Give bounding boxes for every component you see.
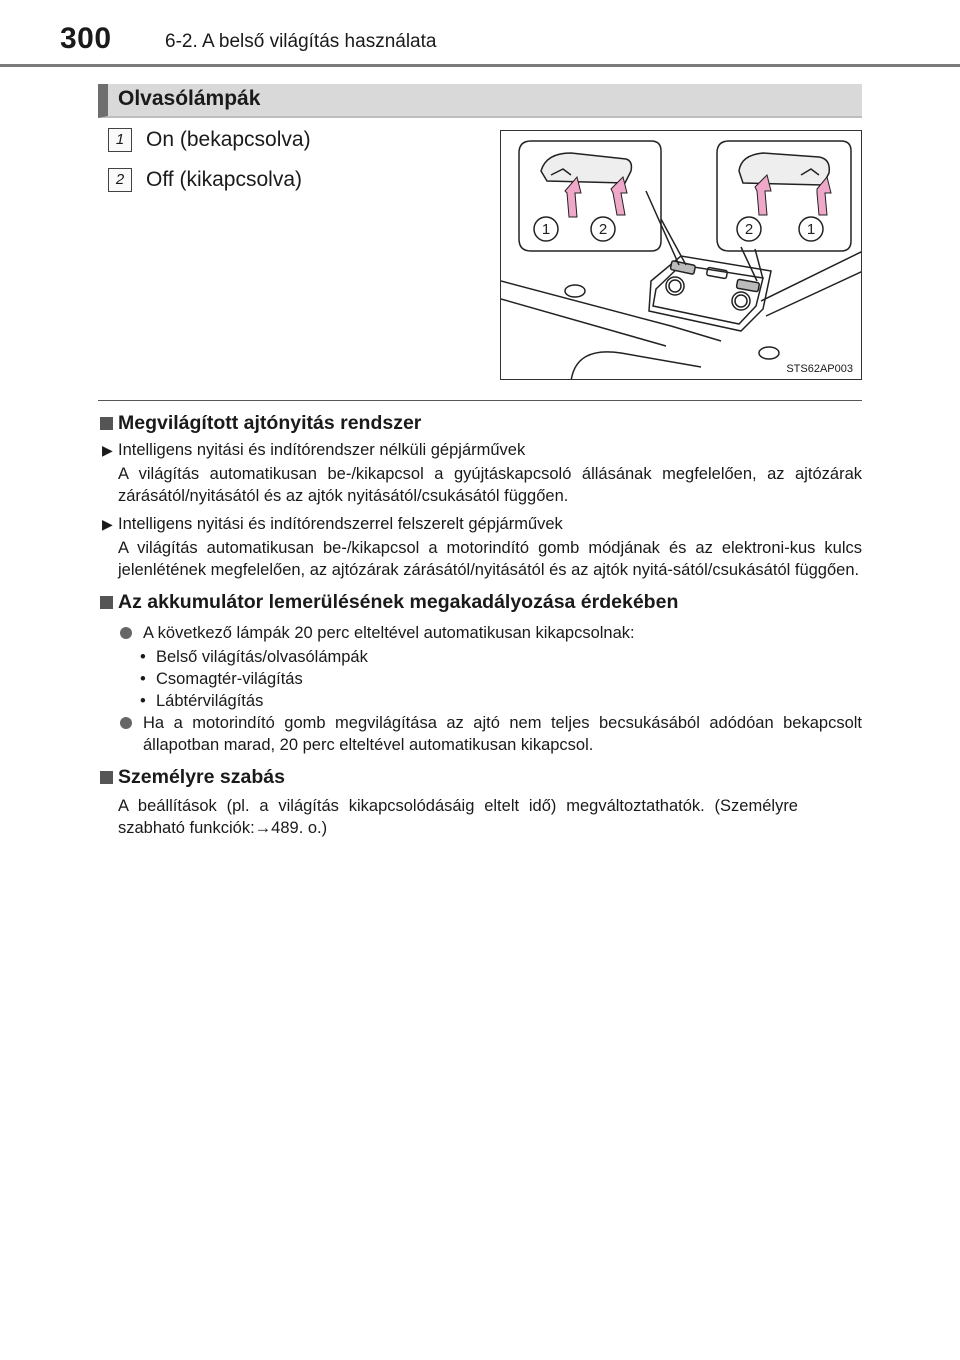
header-rule (0, 64, 960, 67)
triangle-icon: ▶ (102, 442, 113, 458)
section-title: Olvasólámpák (118, 87, 261, 110)
ceiling-console-drawing (501, 131, 862, 380)
callout-number-1: 1 (108, 128, 132, 152)
callout-text-off: Off (kikapcsolva) (146, 168, 302, 191)
lamp-list (140, 646, 862, 712)
chapter-title: 6-2. A belső világítás használata (165, 31, 437, 52)
callout-off (108, 168, 302, 192)
page-number: 300 (60, 22, 112, 55)
paragraph-customization: A beállítások (pl. a világítás kikapcsolódásáig eltelt idő) megváltoztathatók. (Személyre szabható funkciók:→489. o.) (118, 797, 798, 837)
callout-text-on: On (bekapcsolva) (146, 128, 311, 151)
figure-label-left-1: 1 (541, 221, 551, 238)
figure-label-left-2: 2 (598, 221, 608, 238)
callout-on (108, 128, 311, 152)
reading-lamp-illustration (500, 130, 862, 380)
section-divider (98, 400, 862, 401)
battery-item-2 (98, 712, 862, 756)
paragraph-without-smart-key: A világítás automatikusan be-/kikapcsol a gyújtáskapcsoló állásának megfelelően, az ajtózárak zárásától/nyitásától és az ajtók nyitásától/csukásától függően. (118, 465, 862, 505)
circle-bullet-icon (120, 627, 132, 639)
subheading-without-smart-key (98, 441, 862, 460)
heading-battery-saver: Az akkumulátor lemerülésének megakadályozása érdekében (98, 591, 862, 614)
figure-label-right-1: 1 (806, 221, 816, 238)
figure-code: STS62AP003 (786, 363, 853, 375)
list-item: • Lábtérvilágítás (140, 690, 862, 712)
list-item: • Csomagtér-világítás (140, 668, 862, 690)
battery-item-2-text: Ha a motorindító gomb megvilágítása az ajtó nem teljes becsukásából adódóan bekapcsolt állapotban marad, 20 perc elteltével automatikusan kikapcsol. (143, 714, 862, 754)
callout-number-2: 2 (108, 168, 132, 192)
content (98, 408, 862, 847)
battery-item-1-text: A következő lámpák 20 perc elteltével automatikusan kikapcsolnak: (143, 624, 635, 642)
subheading-with-smart-key (98, 515, 862, 534)
subheading-text-1: Intelligens nyitási és indítórendszer nélküli gépjárművek (118, 441, 526, 459)
paragraph-with-smart-key: A világítás automatikusan be-/kikapcsol a motorindító gomb módjának és az elektroni-kus kulcs jelenlétének megfelelően, az ajtózárak zárásától/nyitásától és az ajtók nyitá-sától/csukásától függően. (118, 539, 862, 579)
triangle-icon: ▶ (102, 516, 113, 532)
heading-illuminated-entry: Megvilágított ajtónyitás rendszer (98, 412, 862, 435)
heading-customization: Személyre szabás (98, 766, 862, 789)
figure-label-right-2: 2 (744, 221, 754, 238)
circle-bullet-icon (120, 717, 132, 729)
section-title-bar (98, 84, 862, 118)
subheading-text-2: Intelligens nyitási és indítórendszerrel felszerelt gépjárművek (118, 515, 563, 533)
battery-item-1 (98, 622, 862, 644)
list-item: • Belső világítás/olvasólámpák (140, 646, 862, 668)
